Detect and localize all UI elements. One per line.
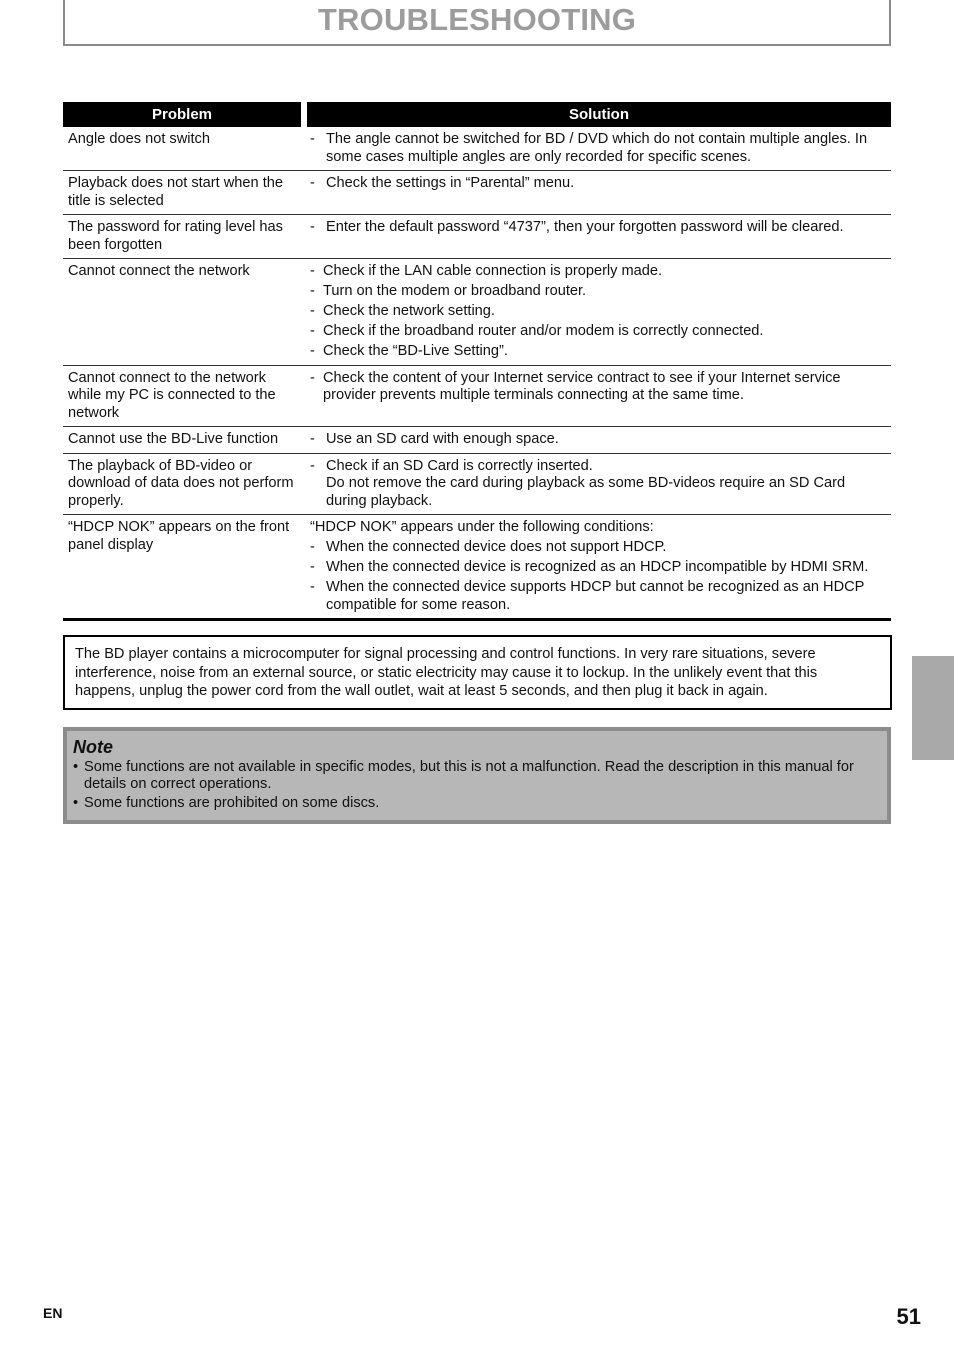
problem-cell: Cannot connect to the network while my PC is connected to the network (68, 369, 276, 421)
solution-item: - Check if an SD Card is correctly inserted. (310, 457, 593, 474)
chapter-side-tab (912, 656, 954, 760)
page-title-box (63, 0, 891, 46)
solution-item: - Check if the broadband router and/or modem is correctly connected. (310, 323, 764, 339)
header-problem: Problem (63, 102, 301, 127)
solution-item: - When the connected device does not support HDCP. (310, 539, 667, 555)
solution-item: - Enter the default password “4737”, then your forgotten password will be cleared. (310, 219, 844, 235)
problem-cell: Cannot use the BD-Live function (68, 431, 279, 447)
language-label: EN (43, 1305, 63, 1321)
solution-item: - When the connected device supports HDCP but cannot be recognized as an HDCP compatible for some reason. (310, 579, 865, 613)
solution-cell (307, 219, 891, 254)
note-content (67, 731, 887, 820)
solution-cell (307, 175, 891, 210)
solution-item: - Turn on the modem or broadband router. (310, 283, 587, 299)
problem-cell: Cannot connect the network (68, 263, 250, 279)
solution-cell (307, 370, 891, 423)
table-row (63, 215, 891, 259)
page-number: 51 (896, 1304, 921, 1329)
problem-cell: The playback of BD-video or download of data does not perform properly. (68, 457, 294, 509)
solution-cell (307, 458, 891, 511)
note-bullet: • Some functions are prohibited on some discs. (73, 794, 380, 811)
table-row (63, 366, 891, 428)
solution-cell (307, 431, 891, 449)
problem-cell: Angle does not switch (68, 131, 210, 147)
solution-item: - Check the settings in “Parental” menu. (310, 175, 575, 191)
page-title: TROUBLESHOOTING (317, 2, 637, 37)
solution-cell (307, 519, 891, 614)
problem-cell: “HDCP NOK” appears on the front panel display (68, 519, 290, 553)
solution-cell (307, 131, 891, 166)
table-row (63, 171, 891, 215)
note-title: Note (73, 737, 113, 757)
solution-item: - When the connected device is recognized as an HDCP incompatible by HDMI SRM. (310, 559, 869, 575)
table-header (63, 102, 891, 127)
note-bullet: • Some functions are not available in specific modes, but this is not a malfunction. Read the description in this manual for details on correct operations. (73, 758, 854, 792)
solution-item-continued: Do not remove the card during playback as some BD-videos require an SD Card during playback. (326, 475, 846, 509)
problem-cell: Playback does not start when the title is selected (68, 175, 283, 209)
microcomputer-info-box: The BD player contains a microcomputer for signal processing and control functions. In very rare situations, severe interference, noise from an external source, or static electricity may cause it to lockup. In the unlikely event that this happens, unplug the power cord from the wall outlet, wait at least 5 seconds, and then plug it back in again. (63, 635, 892, 710)
table-row (63, 515, 891, 621)
solution-item: - Use an SD card with enough space. (310, 431, 559, 447)
solution-item: - The angle cannot be switched for BD / DVD which do not contain multiple angles. In some cases multiple angles are only recorded for specific scenes. (310, 131, 868, 165)
note-box (63, 727, 891, 824)
solution-intro: “HDCP NOK” appears under the following conditions: (310, 519, 654, 535)
table-row (63, 454, 891, 516)
solution-item: - Check the “BD-Live Setting”. (310, 343, 508, 359)
table-row (63, 427, 891, 454)
table-row (63, 259, 891, 366)
solution-item: - Check if the LAN cable connection is properly made. (310, 263, 663, 279)
solution-cell (307, 263, 891, 361)
solution-item: - Check the network setting. (310, 303, 495, 319)
solution-item: - Check the content of your Internet service contract to see if your Internet service provider prevents multiple terminals connecting at the same time. (310, 369, 841, 403)
troubleshooting-table (63, 102, 891, 621)
table-row (63, 127, 891, 171)
header-solution: Solution (307, 102, 891, 127)
problem-cell: The password for rating level has been forgotten (68, 219, 283, 253)
